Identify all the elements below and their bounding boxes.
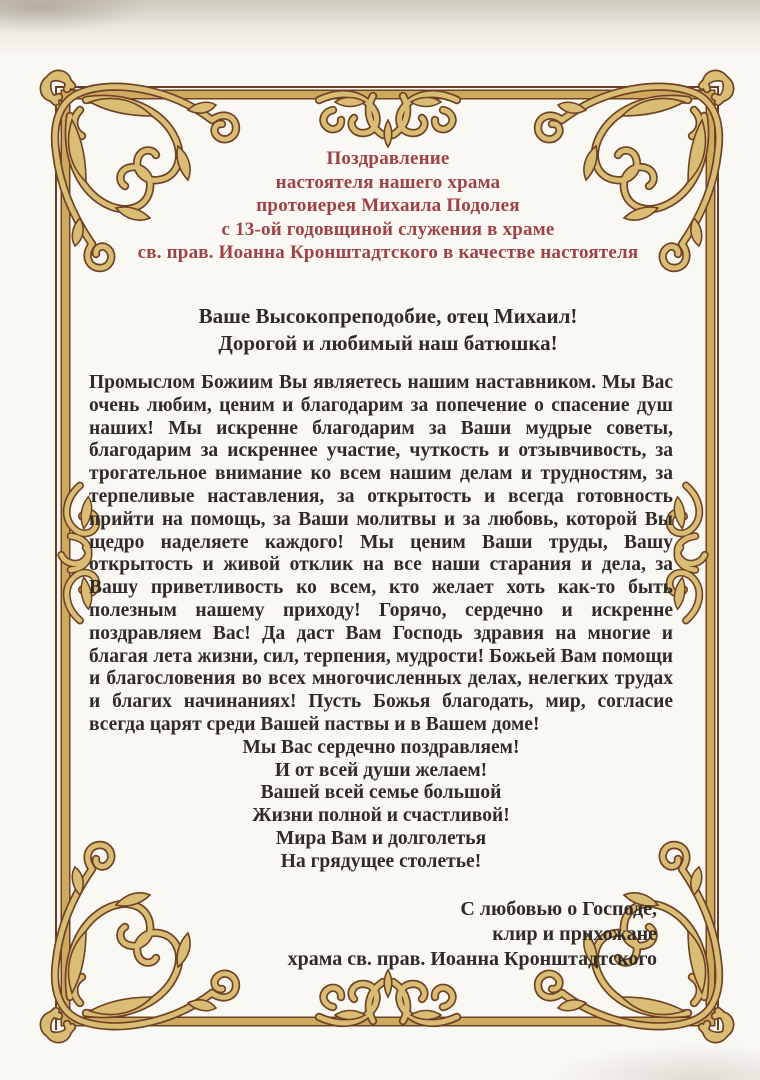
letter-verse xyxy=(89,737,673,874)
signature-line: С любовью о Господе, xyxy=(460,898,657,920)
signature-line: храма св. прав. Иоанна Кронштадтского xyxy=(287,948,657,970)
verse-line: Жизни полной и счастливой! xyxy=(252,805,510,827)
crest-flourish-top-icon xyxy=(313,78,463,148)
letter-text-block xyxy=(89,372,673,874)
salutation-line: Дорогой и любимый наш батюшка! xyxy=(218,331,558,355)
scan-shading-top xyxy=(0,0,760,58)
verse-line: Мы Вас сердечно поздравляем! xyxy=(242,736,520,758)
verse-line: Мира Вам и долголетья xyxy=(275,827,487,849)
title-line: св. прав. Иоанна Кронштадтского в качестве настоятеля xyxy=(137,242,639,263)
verse-line: Вашей всей семье большой xyxy=(260,782,502,804)
title-line: настоятеля нашего храма xyxy=(275,171,501,193)
crest-flourish-bottom-icon xyxy=(313,969,463,1039)
salutation-line: Ваше Высокопреподобие, отец Михаил! xyxy=(198,304,578,328)
letter-body-paragraph: Промыслом Божиим Вы являетесь нашим наставником. Мы Вас очень любим, ценим и благодарим за попечение о спасение душ наших! Мы искренне благодарим за Ваши мудрые советы, благодарим за искреннее участие, чуткость и отзывчивость, за трогательное внимание ко всем нашим делам и трудностям, за терпеливые наставления, за открытость и всегда готовность прийти на помощь, за Ваши молитвы и за любовь, которой Вы щедро наделяете каждого! Мы ценим Ваши труды, Вашу открытость и живой отклик на все наши старания и дела, за Вашу приветливость ко всем, кто желает хоть как-то быть полезным нашему приходу! Горячо, сердечно и искренне поздравляем Вас! Да даст Вам Господь здравия на многие и благая лета жизни, сил, терпения, мудрости! Божьей Вам помощи и благословения во всех многочисленных делах, нелегких трудах и благих начинаниях! Пусть Божья благодать, мир, согласие всегда царят среди Вашей паствы и в Вашем доме! xyxy=(89,372,673,735)
verse-line: На грядущее столетье! xyxy=(280,850,482,872)
title-line: с 13-ой годовщиной служения в храме xyxy=(221,218,555,240)
signature-line: клир и прихожане xyxy=(492,923,657,945)
verse-line: И от всей души желаем! xyxy=(274,759,488,781)
title-line: Поздравление xyxy=(326,148,450,169)
letter-salutation xyxy=(60,303,716,357)
title-line: протоиерея Михаила Подолея xyxy=(256,195,520,216)
letter-title xyxy=(60,147,716,265)
letter-signature xyxy=(120,897,657,972)
